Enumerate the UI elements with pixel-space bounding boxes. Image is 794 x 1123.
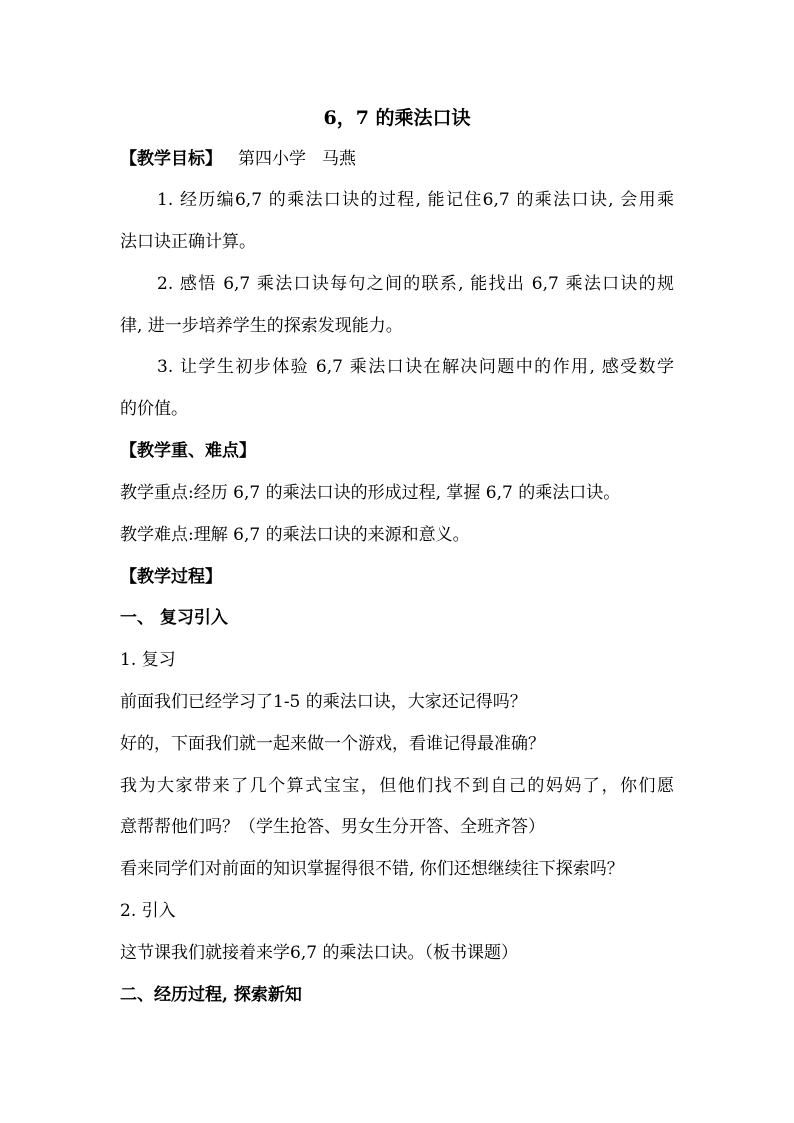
section-1-heading: 一、 复习引入: [120, 608, 228, 628]
author-name: 马燕: [322, 149, 356, 169]
objectives-heading-row: [120, 148, 680, 170]
subsection-intro-heading: 2. 引入: [120, 901, 176, 921]
objective-1-line-1: 1. 经历编6,7 的乘法口诀的过程, 能记住6,7 的乘法口诀, 会用乘: [157, 190, 674, 210]
objective-3-line-1: 3. 让学生初步体验 6,7 乘法口诀在解决问题中的作用, 感受数学: [157, 357, 674, 377]
paragraph-2: 好的，下面我们就一起来做一个游戏，看谁记得最准确？: [120, 734, 545, 754]
paragraph-5: 这节课我们就接着来学6,7 的乘法口诀。（板书课题）: [120, 943, 518, 963]
section-2-heading: 二、经历过程, 探索新知: [120, 985, 302, 1005]
paragraph-3-line-2: 意帮帮他们吗？（学生抢答、男女生分开答、全班齐答）: [120, 817, 545, 837]
paragraph-1: 前面我们已经学习了1-5 的乘法口诀，大家还记得吗？: [120, 692, 527, 712]
process-heading: 【教学过程】: [120, 567, 222, 587]
key-point-text: 教学重点:经历 6,7 的乘法口诀的形成过程, 掌握 6,7 的乘法口诀。: [120, 483, 621, 503]
subsection-review-heading: 1. 复习: [120, 650, 176, 670]
author-school: 第四小学: [238, 149, 306, 169]
objective-1-line-2: 法口诀正确计算。: [120, 232, 256, 252]
objective-2-line-1: 2. 感悟 6,7 乘法口诀每句之间的联系, 能找出 6,7 乘法口诀的规: [157, 274, 674, 294]
difficult-point-text: 教学难点:理解 6,7 的乘法口诀的来源和意义。: [120, 525, 470, 545]
key-points-heading: 【教学重、难点】: [120, 441, 256, 461]
paragraph-4: 看来同学们对前面的知识掌握得很不错, 你们还想继续往下探索吗？: [120, 859, 624, 879]
page-title: 6，7 的乘法口诀: [323, 107, 471, 129]
objective-3-line-2: 的价值。: [120, 399, 188, 419]
objectives-heading: 【教学目标】: [120, 149, 222, 169]
objective-2-line-2: 律, 进一步培养学生的探索发现能力。: [120, 316, 403, 336]
paragraph-3-line-1: 我为大家带来了几个算式宝宝，但他们找不到自己的妈妈了，你们愿: [120, 776, 674, 796]
